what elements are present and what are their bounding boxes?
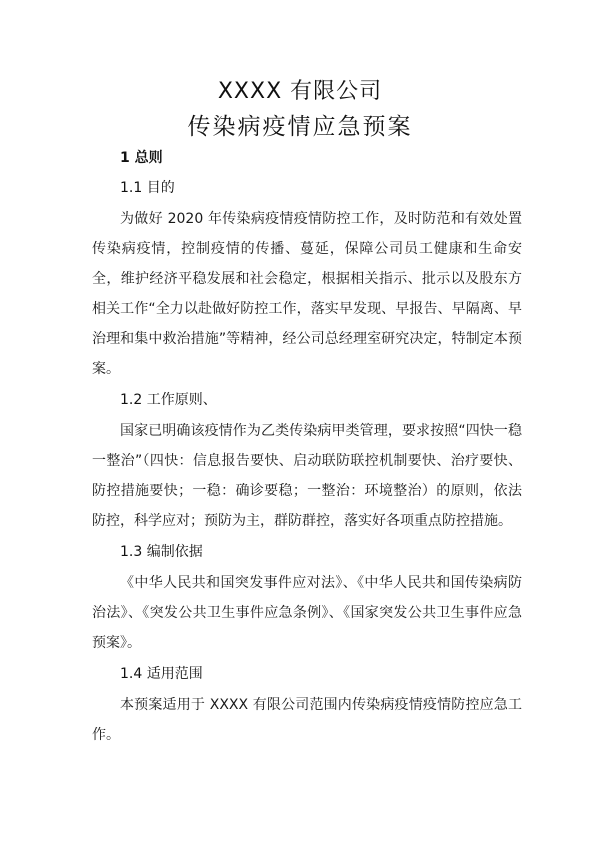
section-body-principles: 国家已明确该疫情作为乙类传染病甲类管理，要求按照“四快一稳一整治”（四快：信息报告要快、启动联防联控机制要快、治疗要快、防控措施要快；一稳：确诊要稳；一整治：环境整治）的原则，依法防控，科学应对；预防为主，群防群控，落实好各项重点防控措施。 (92, 423, 522, 529)
section-body-basis: 《中华人民共和国突发事件应对法》、《中华人民共和国传染病防治法》、《突发公共卫生事件应急条例》、《国家突发公共卫生事件应急预案》。 (92, 575, 522, 651)
document-body (92, 148, 522, 750)
section-heading-principles: 1.2 工作原则、 (120, 392, 217, 408)
section-heading-general: 1 总则 (120, 150, 163, 166)
section-body-scope: 本预案适用于 XXXX 有限公司范围内传染病疫情疫情防控应急工作。 (92, 697, 522, 743)
document-title: 传染病疫情应急预案 (187, 114, 413, 140)
section-body-purpose: 为做好 2020 年传染病疫情疫情防控工作，及时防范和有效处置传染病疫情，控制疫情的传播、蔓延，保障公司员工健康和生命安全，维护经济平稳发展和社会稳定，根据相关指示、批示以及股东方相关工作“全力以赴做好防控工作，落实早发现、早报告、早隔离、早治理和集中救治措施”等精神，经公司总经理室研究决定，特制定本预案。 (92, 211, 522, 377)
section-heading-basis: 1.3 编制依据 (120, 544, 203, 560)
company-title: XXXX 有限公司 (217, 79, 383, 104)
section-heading-purpose: 1.1 目的 (120, 180, 175, 196)
section-heading-scope: 1.4 适用范围 (120, 666, 203, 682)
